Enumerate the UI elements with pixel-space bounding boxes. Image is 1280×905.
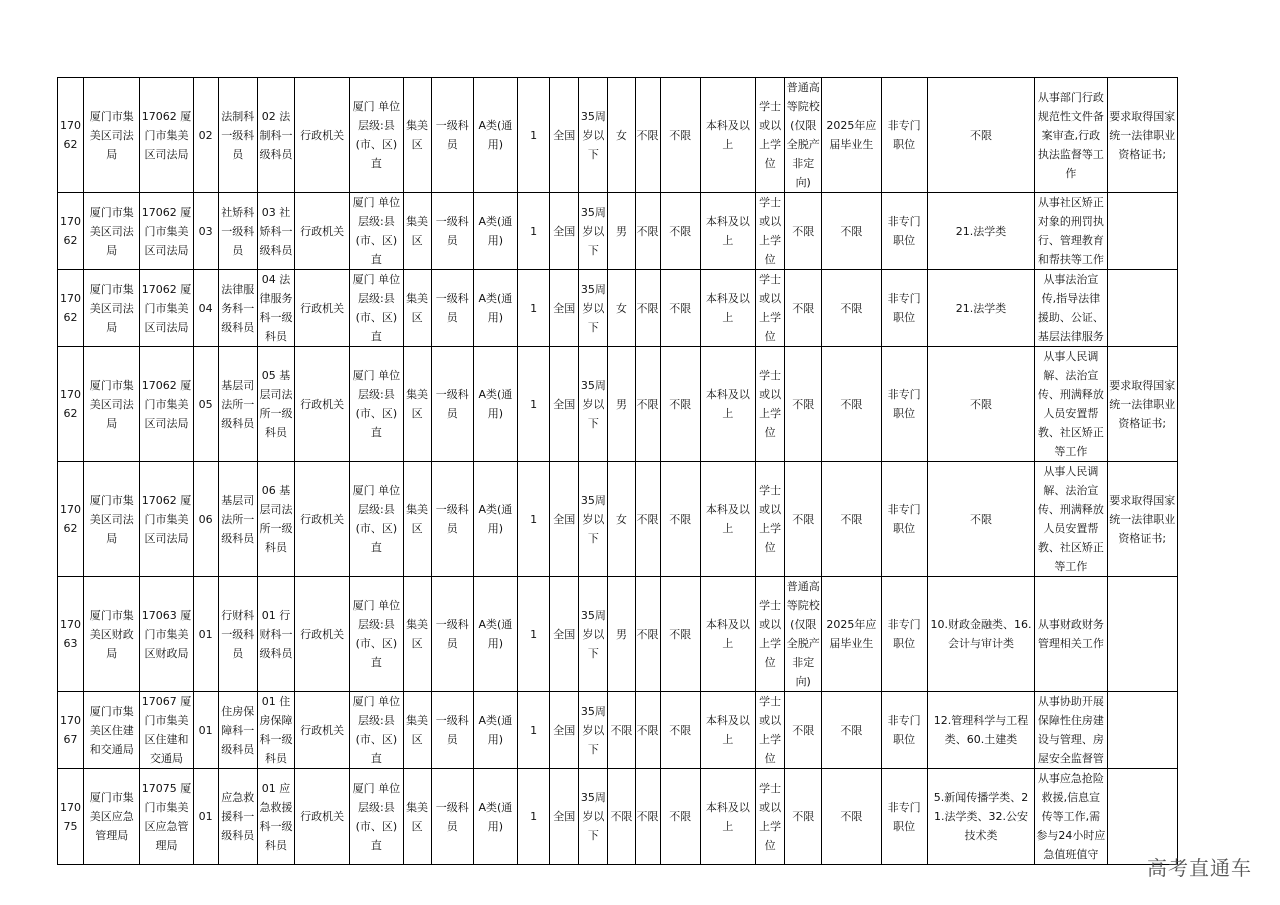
gender-cell: 不限 <box>608 769 635 865</box>
school-type-cell: 不限 <box>785 347 822 462</box>
education-cell: 本科及以上 <box>700 577 755 692</box>
political-status-cell: 不限 <box>660 270 700 347</box>
notes-cell: 要求取得国家统一法律职业资格证书; <box>1107 347 1177 462</box>
rank-cell: 一级科员 <box>431 769 473 865</box>
job-code-title-cell: 06 基层司法所一级科员 <box>257 462 294 577</box>
age-cell: 35周岁以下 <box>579 692 608 769</box>
education-cell: 本科及以上 <box>700 347 755 462</box>
exam-category-cell: A类(通用) <box>473 692 517 769</box>
exam-category-cell: A类(通用) <box>473 270 517 347</box>
age-cell: 35周岁以下 <box>579 270 608 347</box>
unit-level-cell: 厦门 单位层级:县(市、区)直 <box>350 769 403 865</box>
agency-code-name-cell: 17062 厦门市集美区司法局 <box>140 347 193 462</box>
ethnicity-cell: 不限 <box>635 692 660 769</box>
school-type-cell: 不限 <box>785 769 822 865</box>
agency-type-cell: 行政机关 <box>295 462 350 577</box>
notes-cell <box>1107 577 1177 692</box>
education-cell: 本科及以上 <box>700 270 755 347</box>
political-status-cell: 不限 <box>660 78 700 193</box>
graduate-status-cell: 不限 <box>822 462 881 577</box>
job-title-cell: 社矫科一级科员 <box>218 193 257 270</box>
position-code-cell: 17062 <box>58 462 84 577</box>
ethnicity-cell: 不限 <box>635 270 660 347</box>
job-title-cell: 行财科一级科员 <box>218 577 257 692</box>
graduate-status-cell: 不限 <box>822 769 881 865</box>
exam-category-cell: A类(通用) <box>473 462 517 577</box>
education-cell: 本科及以上 <box>700 769 755 865</box>
district-cell: 集美区 <box>403 78 431 193</box>
headcount-cell: 1 <box>518 78 550 193</box>
agency-code-name-cell: 17062 厦门市集美区司法局 <box>140 193 193 270</box>
position-code-cell: 17067 <box>58 692 84 769</box>
agency-code-name-cell: 17063 厦门市集美区财政局 <box>140 577 193 692</box>
job-title-cell: 应急救援科一级科员 <box>218 769 257 865</box>
gender-cell: 不限 <box>608 692 635 769</box>
degree-cell: 学士或以上学位 <box>756 78 785 193</box>
position-code-cell: 17062 <box>58 193 84 270</box>
agency-type-cell: 行政机关 <box>295 193 350 270</box>
graduate-status-cell: 不限 <box>822 270 881 347</box>
table-row <box>58 692 1178 769</box>
political-status-cell: 不限 <box>660 577 700 692</box>
duties-cell: 从事人民调解、法治宣传、刑满释放人员安置帮教、社区矫正等工作 <box>1035 347 1107 462</box>
education-cell: 本科及以上 <box>700 78 755 193</box>
table-row <box>58 347 1178 462</box>
job-code-title-cell: 01 应急救援科一级科员 <box>257 769 294 865</box>
job-number-cell: 01 <box>193 769 218 865</box>
position-type-cell: 非专门职位 <box>881 577 927 692</box>
agency-name-cell: 厦门市集美区司法局 <box>84 193 140 270</box>
degree-cell: 学士或以上学位 <box>756 347 785 462</box>
political-status-cell: 不限 <box>660 462 700 577</box>
job-code-title-cell: 04 法律服务科一级科员 <box>257 270 294 347</box>
position-code-cell: 17062 <box>58 347 84 462</box>
ethnicity-cell: 不限 <box>635 577 660 692</box>
watermark-text: 高考直通车 <box>1147 856 1252 880</box>
agency-type-cell: 行政机关 <box>295 347 350 462</box>
political-status-cell: 不限 <box>660 769 700 865</box>
gender-cell: 男 <box>608 577 635 692</box>
agency-type-cell: 行政机关 <box>295 270 350 347</box>
graduate-status-cell: 2025年应届毕业生 <box>822 78 881 193</box>
education-cell: 本科及以上 <box>700 193 755 270</box>
table-row <box>58 193 1178 270</box>
table-row <box>58 577 1178 692</box>
school-type-cell: 不限 <box>785 462 822 577</box>
exam-category-cell: A类(通用) <box>473 577 517 692</box>
job-code-title-cell: 02 法制科一级科员 <box>257 78 294 193</box>
unit-level-cell: 厦门 单位层级:县(市、区)直 <box>350 193 403 270</box>
notes-cell: 要求取得国家统一法律职业资格证书; <box>1107 462 1177 577</box>
exam-category-cell: A类(通用) <box>473 78 517 193</box>
headcount-cell: 1 <box>518 193 550 270</box>
political-status-cell: 不限 <box>660 347 700 462</box>
agency-code-name-cell: 17067 厦门市集美区住建和交通局 <box>140 692 193 769</box>
duties-cell: 从事人民调解、法治宣传、刑满释放人员安置帮教、社区矫正等工作 <box>1035 462 1107 577</box>
age-cell: 35周岁以下 <box>579 78 608 193</box>
unit-level-cell: 厦门 单位层级:县(市、区)直 <box>350 347 403 462</box>
degree-cell: 学士或以上学位 <box>756 270 785 347</box>
job-number-cell: 03 <box>193 193 218 270</box>
ethnicity-cell: 不限 <box>635 347 660 462</box>
district-cell: 集美区 <box>403 270 431 347</box>
position-type-cell: 非专门职位 <box>881 692 927 769</box>
region-cell: 全国 <box>550 347 579 462</box>
region-cell: 全国 <box>550 193 579 270</box>
education-cell: 本科及以上 <box>700 462 755 577</box>
table-row <box>58 78 1178 193</box>
rank-cell: 一级科员 <box>431 577 473 692</box>
job-number-cell: 05 <box>193 347 218 462</box>
recruitment-table <box>57 77 1178 865</box>
position-type-cell: 非专门职位 <box>881 193 927 270</box>
table-row <box>58 769 1178 865</box>
agency-name-cell: 厦门市集美区应急管理局 <box>84 769 140 865</box>
school-type-cell: 不限 <box>785 193 822 270</box>
unit-level-cell: 厦门 单位层级:县(市、区)直 <box>350 577 403 692</box>
age-cell: 35周岁以下 <box>579 193 608 270</box>
age-cell: 35周岁以下 <box>579 347 608 462</box>
rank-cell: 一级科员 <box>431 193 473 270</box>
agency-name-cell: 厦门市集美区住建和交通局 <box>84 692 140 769</box>
school-type-cell: 普通高等院校(仅限全脱产非定向) <box>785 78 822 193</box>
major-cell: 5.新闻传播学类、21.法学类、32.公安技术类 <box>927 769 1034 865</box>
major-cell: 不限 <box>927 347 1034 462</box>
gender-cell: 男 <box>608 347 635 462</box>
exam-category-cell: A类(通用) <box>473 769 517 865</box>
unit-level-cell: 厦门 单位层级:县(市、区)直 <box>350 78 403 193</box>
agency-type-cell: 行政机关 <box>295 692 350 769</box>
headcount-cell: 1 <box>518 347 550 462</box>
agency-name-cell: 厦门市集美区司法局 <box>84 270 140 347</box>
duties-cell: 从事应急抢险救援,信息宣传等工作,需参与24小时应急值班值守 <box>1035 769 1107 865</box>
agency-type-cell: 行政机关 <box>295 769 350 865</box>
job-code-title-cell: 03 社矫科一级科员 <box>257 193 294 270</box>
district-cell: 集美区 <box>403 769 431 865</box>
region-cell: 全国 <box>550 692 579 769</box>
degree-cell: 学士或以上学位 <box>756 769 785 865</box>
position-code-cell: 17063 <box>58 577 84 692</box>
political-status-cell: 不限 <box>660 193 700 270</box>
notes-cell: 要求取得国家统一法律职业资格证书; <box>1107 78 1177 193</box>
district-cell: 集美区 <box>403 347 431 462</box>
major-cell: 不限 <box>927 78 1034 193</box>
ethnicity-cell: 不限 <box>635 462 660 577</box>
job-title-cell: 法律服务科一级科员 <box>218 270 257 347</box>
position-type-cell: 非专门职位 <box>881 270 927 347</box>
graduate-status-cell: 不限 <box>822 347 881 462</box>
job-title-cell: 住房保障科一级科员 <box>218 692 257 769</box>
job-title-cell: 基层司法所一级科员 <box>218 347 257 462</box>
gender-cell: 女 <box>608 78 635 193</box>
ethnicity-cell: 不限 <box>635 193 660 270</box>
age-cell: 35周岁以下 <box>579 769 608 865</box>
notes-cell <box>1107 270 1177 347</box>
duties-cell: 从事协助开展保障性住房建设与管理、房屋安全监督管 <box>1035 692 1107 769</box>
region-cell: 全国 <box>550 577 579 692</box>
political-status-cell: 不限 <box>660 692 700 769</box>
rank-cell: 一级科员 <box>431 78 473 193</box>
degree-cell: 学士或以上学位 <box>756 462 785 577</box>
position-code-cell: 17062 <box>58 270 84 347</box>
graduate-status-cell: 2025年应届毕业生 <box>822 577 881 692</box>
gender-cell: 女 <box>608 270 635 347</box>
headcount-cell: 1 <box>518 462 550 577</box>
rank-cell: 一级科员 <box>431 462 473 577</box>
job-number-cell: 01 <box>193 692 218 769</box>
exam-category-cell: A类(通用) <box>473 193 517 270</box>
ethnicity-cell: 不限 <box>635 78 660 193</box>
school-type-cell: 不限 <box>785 270 822 347</box>
rank-cell: 一级科员 <box>431 347 473 462</box>
duties-cell: 从事部门行政规范性文件备案审查,行政执法监督等工作 <box>1035 78 1107 193</box>
school-type-cell: 不限 <box>785 692 822 769</box>
notes-cell <box>1107 193 1177 270</box>
job-code-title-cell: 01 行财科一级科员 <box>257 577 294 692</box>
major-cell: 12.管理科学与工程类、60.土建类 <box>927 692 1034 769</box>
agency-code-name-cell: 17062 厦门市集美区司法局 <box>140 270 193 347</box>
notes-cell <box>1107 769 1177 865</box>
agency-code-name-cell: 17062 厦门市集美区司法局 <box>140 462 193 577</box>
job-code-title-cell: 01 住房保障科一级科员 <box>257 692 294 769</box>
job-number-cell: 04 <box>193 270 218 347</box>
job-number-cell: 02 <box>193 78 218 193</box>
graduate-status-cell: 不限 <box>822 193 881 270</box>
agency-name-cell: 厦门市集美区司法局 <box>84 78 140 193</box>
region-cell: 全国 <box>550 769 579 865</box>
table-row <box>58 462 1178 577</box>
region-cell: 全国 <box>550 78 579 193</box>
position-code-cell: 17075 <box>58 769 84 865</box>
agency-name-cell: 厦门市集美区司法局 <box>84 347 140 462</box>
job-number-cell: 01 <box>193 577 218 692</box>
education-cell: 本科及以上 <box>700 692 755 769</box>
job-title-cell: 基层司法所一级科员 <box>218 462 257 577</box>
headcount-cell: 1 <box>518 692 550 769</box>
district-cell: 集美区 <box>403 193 431 270</box>
graduate-status-cell: 不限 <box>822 692 881 769</box>
agency-type-cell: 行政机关 <box>295 78 350 193</box>
gender-cell: 女 <box>608 462 635 577</box>
job-title-cell: 法制科一级科员 <box>218 78 257 193</box>
job-number-cell: 06 <box>193 462 218 577</box>
district-cell: 集美区 <box>403 692 431 769</box>
headcount-cell: 1 <box>518 769 550 865</box>
rank-cell: 一级科员 <box>431 270 473 347</box>
job-code-title-cell: 05 基层司法所一级科员 <box>257 347 294 462</box>
headcount-cell: 1 <box>518 577 550 692</box>
position-type-cell: 非专门职位 <box>881 769 927 865</box>
notes-cell <box>1107 692 1177 769</box>
agency-code-name-cell: 17062 厦门市集美区司法局 <box>140 78 193 193</box>
age-cell: 35周岁以下 <box>579 462 608 577</box>
district-cell: 集美区 <box>403 577 431 692</box>
table-row <box>58 270 1178 347</box>
age-cell: 35周岁以下 <box>579 577 608 692</box>
duties-cell: 从事社区矫正对象的刑罚执行、管理教育和帮扶等工作 <box>1035 193 1107 270</box>
degree-cell: 学士或以上学位 <box>756 692 785 769</box>
position-type-cell: 非专门职位 <box>881 462 927 577</box>
position-code-cell: 17062 <box>58 78 84 193</box>
gender-cell: 男 <box>608 193 635 270</box>
agency-name-cell: 厦门市集美区司法局 <box>84 462 140 577</box>
position-type-cell: 非专门职位 <box>881 347 927 462</box>
position-type-cell: 非专门职位 <box>881 78 927 193</box>
duties-cell: 从事财政财务管理相关工作 <box>1035 577 1107 692</box>
unit-level-cell: 厦门 单位层级:县(市、区)直 <box>350 270 403 347</box>
region-cell: 全国 <box>550 462 579 577</box>
ethnicity-cell: 不限 <box>635 769 660 865</box>
rank-cell: 一级科员 <box>431 692 473 769</box>
unit-level-cell: 厦门 单位层级:县(市、区)直 <box>350 462 403 577</box>
district-cell: 集美区 <box>403 462 431 577</box>
agency-type-cell: 行政机关 <box>295 577 350 692</box>
major-cell: 21.法学类 <box>927 193 1034 270</box>
major-cell: 不限 <box>927 462 1034 577</box>
degree-cell: 学士或以上学位 <box>756 193 785 270</box>
school-type-cell: 普通高等院校(仅限全脱产非定向) <box>785 577 822 692</box>
duties-cell: 从事法治宣传,指导法律援助、公证、基层法律服务 <box>1035 270 1107 347</box>
major-cell: 21.法学类 <box>927 270 1034 347</box>
agency-code-name-cell: 17075 厦门市集美区应急管理局 <box>140 769 193 865</box>
degree-cell: 学士或以上学位 <box>756 577 785 692</box>
headcount-cell: 1 <box>518 270 550 347</box>
exam-category-cell: A类(通用) <box>473 347 517 462</box>
major-cell: 10.财政金融类、16.会计与审计类 <box>927 577 1034 692</box>
agency-name-cell: 厦门市集美区财政局 <box>84 577 140 692</box>
region-cell: 全国 <box>550 270 579 347</box>
unit-level-cell: 厦门 单位层级:县(市、区)直 <box>350 692 403 769</box>
